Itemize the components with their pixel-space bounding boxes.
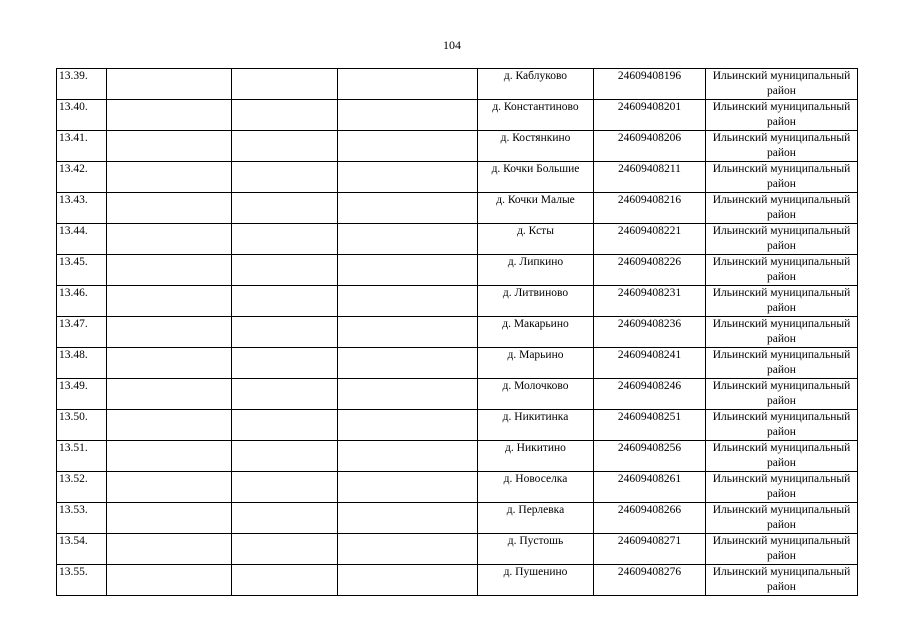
empty-cell [338, 472, 478, 503]
empty-cell [232, 224, 338, 255]
oktmo-code-cell: 24609408201 [594, 100, 706, 131]
empty-cell [232, 162, 338, 193]
row-number-cell: 13.39. [57, 69, 107, 100]
district-cell: Ильинский муниципальный район [706, 193, 858, 224]
district-cell: Ильинский муниципальный район [706, 162, 858, 193]
settlement-name-cell: д. Костянкино [478, 131, 594, 162]
empty-cell [232, 69, 338, 100]
settlement-name-cell: д. Никитино [478, 441, 594, 472]
empty-cell [107, 410, 232, 441]
table-row [57, 565, 858, 596]
oktmo-code-cell: 24609408246 [594, 379, 706, 410]
table-row [57, 317, 858, 348]
settlement-name-cell: д. Пушенино [478, 565, 594, 596]
row-number-cell: 13.45. [57, 255, 107, 286]
settlement-name-cell: д. Никитинка [478, 410, 594, 441]
district-cell: Ильинский муниципальный район [706, 255, 858, 286]
district-cell: Ильинский муниципальный район [706, 534, 858, 565]
oktmo-code-cell: 24609408256 [594, 441, 706, 472]
empty-cell [338, 100, 478, 131]
settlement-name-cell: д. Молочково [478, 379, 594, 410]
empty-cell [107, 472, 232, 503]
table-row [57, 255, 858, 286]
table-row [57, 410, 858, 441]
row-number-cell: 13.55. [57, 565, 107, 596]
empty-cell [338, 131, 478, 162]
empty-cell [107, 69, 232, 100]
row-number-cell: 13.43. [57, 193, 107, 224]
empty-cell [107, 193, 232, 224]
empty-cell [232, 534, 338, 565]
empty-cell [107, 100, 232, 131]
table-row [57, 503, 858, 534]
district-cell: Ильинский муниципальный район [706, 131, 858, 162]
district-cell: Ильинский муниципальный район [706, 441, 858, 472]
district-cell: Ильинский муниципальный район [706, 503, 858, 534]
district-cell: Ильинский муниципальный район [706, 472, 858, 503]
oktmo-code-cell: 24609408276 [594, 565, 706, 596]
district-cell: Ильинский муниципальный район [706, 100, 858, 131]
settlement-name-cell: д. Кочки Большие [478, 162, 594, 193]
empty-cell [107, 286, 232, 317]
row-number-cell: 13.47. [57, 317, 107, 348]
empty-cell [338, 503, 478, 534]
row-number-cell: 13.48. [57, 348, 107, 379]
page-number: 104 [443, 38, 461, 52]
row-number-cell: 13.51. [57, 441, 107, 472]
oktmo-code-cell: 24609408206 [594, 131, 706, 162]
settlement-name-cell: д. Литвиново [478, 286, 594, 317]
row-number-cell: 13.46. [57, 286, 107, 317]
district-cell: Ильинский муниципальный район [706, 286, 858, 317]
table-row [57, 348, 858, 379]
empty-cell [107, 379, 232, 410]
empty-cell [232, 410, 338, 441]
empty-cell [107, 565, 232, 596]
table-row [57, 224, 858, 255]
row-number-cell: 13.49. [57, 379, 107, 410]
table-row [57, 441, 858, 472]
empty-cell [107, 162, 232, 193]
empty-cell [338, 224, 478, 255]
oktmo-code-cell: 24609408266 [594, 503, 706, 534]
oktmo-code-cell: 24609408211 [594, 162, 706, 193]
oktmo-code-cell: 24609408221 [594, 224, 706, 255]
empty-cell [338, 379, 478, 410]
district-cell: Ильинский муниципальный район [706, 410, 858, 441]
empty-cell [338, 534, 478, 565]
empty-cell [232, 348, 338, 379]
empty-cell [232, 131, 338, 162]
empty-cell [338, 317, 478, 348]
empty-cell [338, 565, 478, 596]
settlements-table [56, 68, 858, 596]
oktmo-code-cell: 24609408226 [594, 255, 706, 286]
empty-cell [232, 565, 338, 596]
settlement-name-cell: д. Пустошь [478, 534, 594, 565]
table-row [57, 472, 858, 503]
empty-cell [232, 100, 338, 131]
empty-cell [338, 348, 478, 379]
table-body [57, 69, 858, 596]
row-number-cell: 13.52. [57, 472, 107, 503]
empty-cell [338, 255, 478, 286]
row-number-cell: 13.44. [57, 224, 107, 255]
settlement-name-cell: д. Перлевка [478, 503, 594, 534]
table-row [57, 69, 858, 100]
empty-cell [338, 441, 478, 472]
district-cell: Ильинский муниципальный район [706, 224, 858, 255]
empty-cell [338, 410, 478, 441]
empty-cell [107, 131, 232, 162]
settlement-name-cell: д. Ксты [478, 224, 594, 255]
district-cell: Ильинский муниципальный район [706, 348, 858, 379]
table-row [57, 379, 858, 410]
empty-cell [338, 193, 478, 224]
oktmo-code-cell: 24609408216 [594, 193, 706, 224]
empty-cell [232, 193, 338, 224]
settlement-name-cell: д. Каблуково [478, 69, 594, 100]
settlement-name-cell: д. Новоселка [478, 472, 594, 503]
settlement-name-cell: д. Марьино [478, 348, 594, 379]
empty-cell [232, 472, 338, 503]
district-cell: Ильинский муниципальный район [706, 317, 858, 348]
empty-cell [232, 317, 338, 348]
row-number-cell: 13.42. [57, 162, 107, 193]
table-row [57, 100, 858, 131]
empty-cell [232, 441, 338, 472]
row-number-cell: 13.50. [57, 410, 107, 441]
empty-cell [107, 224, 232, 255]
row-number-cell: 13.54. [57, 534, 107, 565]
oktmo-code-cell: 24609408251 [594, 410, 706, 441]
empty-cell [232, 286, 338, 317]
empty-cell [232, 503, 338, 534]
settlement-name-cell: д. Кочки Малые [478, 193, 594, 224]
empty-cell [338, 162, 478, 193]
table-row [57, 131, 858, 162]
empty-cell [232, 255, 338, 286]
empty-cell [232, 379, 338, 410]
empty-cell [107, 317, 232, 348]
empty-cell [107, 534, 232, 565]
oktmo-code-cell: 24609408231 [594, 286, 706, 317]
oktmo-code-cell: 24609408196 [594, 69, 706, 100]
oktmo-code-cell: 24609408271 [594, 534, 706, 565]
district-cell: Ильинский муниципальный район [706, 379, 858, 410]
table-row [57, 286, 858, 317]
table-row [57, 534, 858, 565]
oktmo-code-cell: 24609408261 [594, 472, 706, 503]
row-number-cell: 13.40. [57, 100, 107, 131]
empty-cell [338, 286, 478, 317]
empty-cell [338, 69, 478, 100]
oktmo-code-cell: 24609408241 [594, 348, 706, 379]
table-row [57, 162, 858, 193]
district-cell: Ильинский муниципальный район [706, 565, 858, 596]
empty-cell [107, 441, 232, 472]
empty-cell [107, 255, 232, 286]
settlement-name-cell: д. Макарьино [478, 317, 594, 348]
row-number-cell: 13.53. [57, 503, 107, 534]
oktmo-code-cell: 24609408236 [594, 317, 706, 348]
row-number-cell: 13.41. [57, 131, 107, 162]
empty-cell [107, 348, 232, 379]
settlement-name-cell: д. Константиново [478, 100, 594, 131]
district-cell: Ильинский муниципальный район [706, 69, 858, 100]
table-row [57, 193, 858, 224]
empty-cell [107, 503, 232, 534]
settlement-name-cell: д. Липкино [478, 255, 594, 286]
